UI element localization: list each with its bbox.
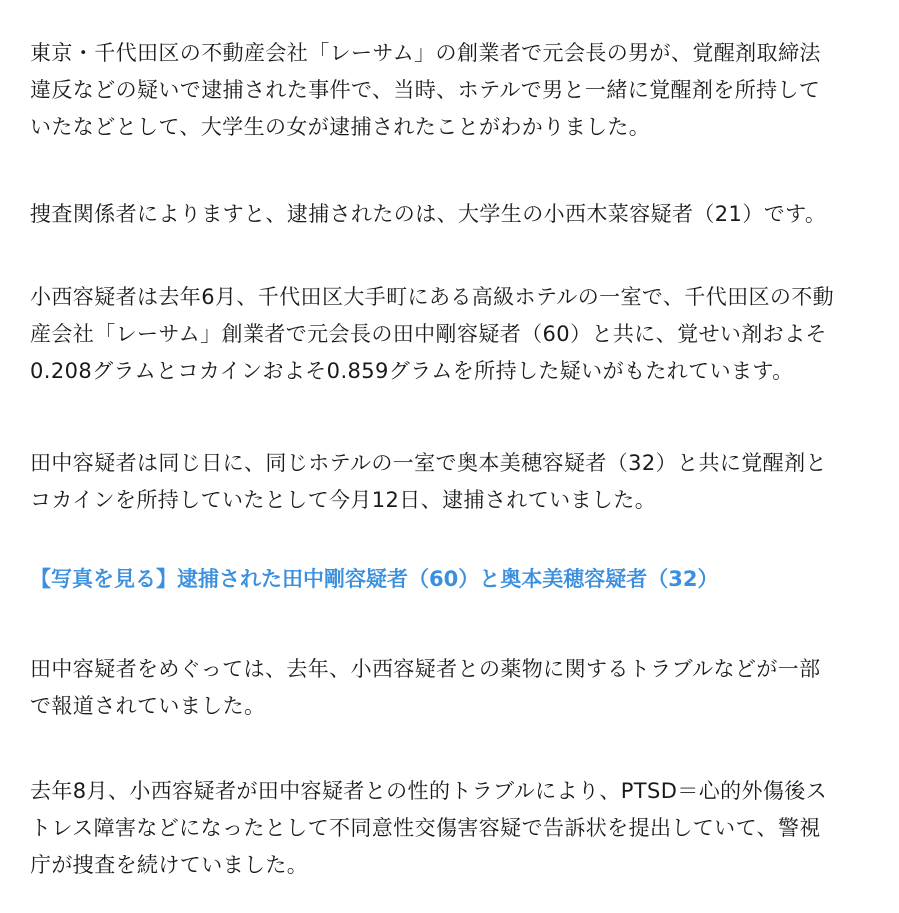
article-paragraph-4 [30, 445, 827, 519]
photo-link[interactable]: 【写真を見る】逮捕された田中剛容疑者（60）と奥本美穂容疑者（32） [30, 567, 719, 591]
paragraph-line: 0.208グラムとコカインおよそ0.859グラムを所持した疑いがもたれています。 [30, 359, 794, 383]
paragraph-line: いたなどとして、大学生の女が逮捕されたことがわかりました。 [30, 115, 651, 139]
article-paragraph-6 [30, 773, 827, 884]
paragraph-line: 小西容疑者は去年6月、千代田区大手町にある高級ホテルの一室で、千代田区の不動 [30, 285, 835, 309]
paragraph-line: 田中容疑者は同じ日に、同じホテルの一室で奥本美穂容疑者（32）と共に覚醒剤と [30, 451, 827, 475]
article-paragraph-3 [30, 279, 834, 390]
paragraph-line: 田中容疑者をめぐっては、去年、小西容疑者との薬物に関するトラブルなどが一部 [30, 657, 821, 681]
paragraph-line: 去年8月、小西容疑者が田中容疑者との性的トラブルにより、PTSD＝心的外傷後ス [30, 779, 828, 803]
paragraph-line: で報道されていました。 [30, 694, 266, 718]
paragraph-line: 東京・千代田区の不動産会社「レーサム」の創業者で元会長の男が、覚醒剤取締法 [30, 41, 821, 65]
paragraph-line: 庁が捜査を続けていました。 [30, 853, 309, 877]
paragraph-line: トレス障害などになったとして不同意性交傷害容疑で告訴状を提出していて、警視 [30, 816, 821, 840]
paragraph-line: コカインを所持していたとして今月12日、逮捕されていました。 [30, 488, 657, 512]
paragraph-line: 違反などの疑いで逮捕された事件で、当時、ホテルで男と一緒に覚醒剤を所持して [30, 78, 821, 102]
article-paragraph-1 [30, 35, 821, 146]
paragraph-line: 産会社「レーサム」創業者で元会長の田中剛容疑者（60）と共に、覚せい剤およそ [30, 322, 827, 346]
article-paragraph-2 [30, 196, 826, 233]
paragraph-line: 捜査関係者によりますと、逮捕されたのは、大学生の小西木菜容疑者（21）です。 [30, 202, 827, 226]
article-paragraph-5 [30, 651, 821, 725]
